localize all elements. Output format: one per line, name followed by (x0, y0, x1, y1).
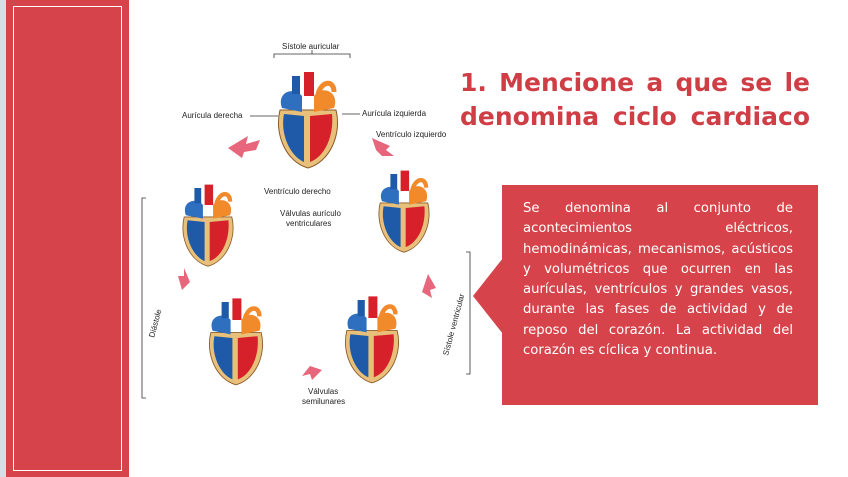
heart-top (278, 72, 337, 168)
left-panel-frame (13, 6, 122, 471)
title-line-1: 1. Mencione a que se le (460, 68, 810, 97)
callout-pointer (473, 258, 503, 334)
label-ventriculo-izquierdo: Ventrículo izquierdo (376, 130, 447, 139)
left-bracket (142, 198, 146, 398)
heart-right-upper (379, 171, 429, 253)
cardiac-cycle-diagram (136, 36, 476, 436)
label-valvulas-semilunares-2: semilunares (302, 397, 346, 406)
heart-right-lower (345, 296, 398, 382)
label-auricula-derecha: Aurícula derecha (182, 111, 243, 120)
left-decorative-panel (6, 0, 129, 477)
heart-left-lower (209, 298, 262, 384)
label-diastole: Diástole (147, 308, 164, 339)
arrow-left (178, 268, 190, 290)
label-sistole-auricular: Sístole auricular (282, 42, 340, 51)
arrow-top-right (372, 138, 394, 156)
arrow-top-left (228, 136, 260, 158)
arrow-right (422, 274, 436, 298)
top-bracket (274, 50, 350, 58)
label-valvulas-semilunares-1: Válvulas (308, 387, 339, 396)
label-auricula-izquierda: Aurícula izquierda (362, 109, 427, 118)
label-sistole-ventricular: Sístole ventricular (441, 292, 467, 357)
right-bracket (466, 252, 470, 374)
heart-left-upper (183, 185, 233, 267)
definition-text-box (523, 199, 793, 361)
arrow-bottom (302, 366, 322, 380)
slide-title (460, 66, 810, 134)
title-line-2: denomina ciclo cardiaco (460, 102, 810, 131)
definition-text: Se denomina al conjunto de acontecimientos eléctricos, hemodinámicas, mecanismos, acústicos y volumétricos que ocurren en las aurículas, ventrículos y grandes vasos, durante las fases de actividad y de reposo del corazón. La actividad del corazón es cíclica y continua. (523, 201, 793, 359)
label-valvulas-auriculo-1: Válvulas aurículo (280, 209, 341, 218)
label-valvulas-auriculo-2: ventriculares (286, 219, 332, 228)
label-ventriculo-derecho: Ventrículo derecho (264, 187, 331, 196)
